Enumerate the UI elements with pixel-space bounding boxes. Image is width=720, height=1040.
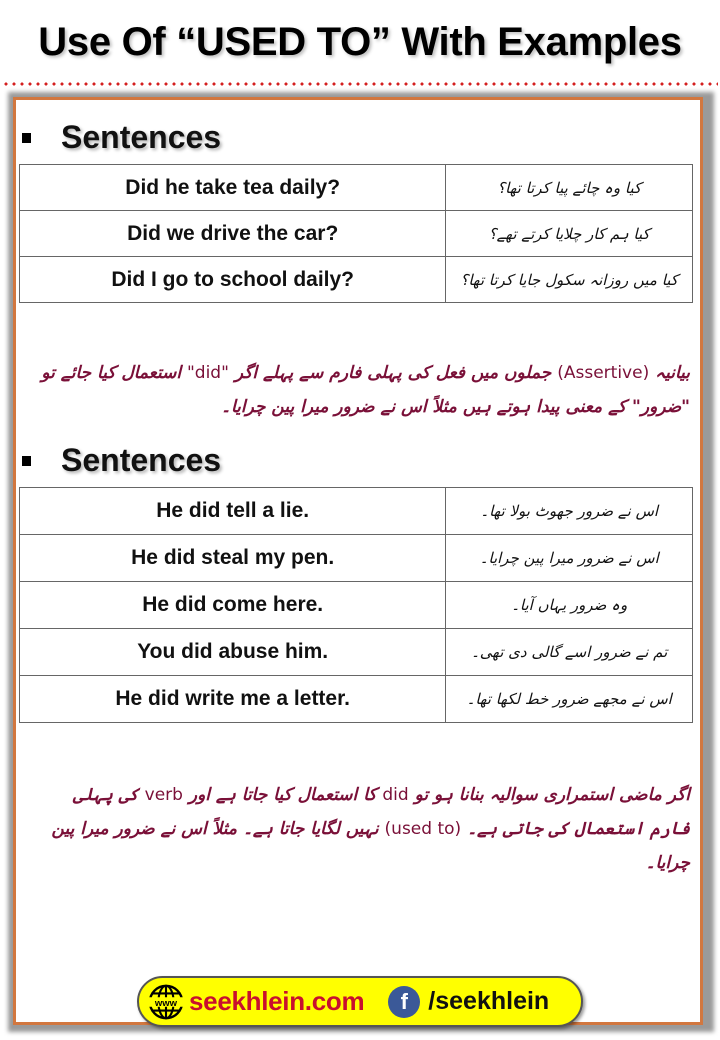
english-sentence: You did abuse him. [20, 629, 446, 676]
note-text: کا استعمال کیا جاتا ہے اور [188, 785, 377, 805]
english-sentence: Did I go to school daily? [20, 257, 446, 303]
question-note [30, 778, 690, 880]
english-sentence: He did come here. [20, 582, 446, 629]
table-row [20, 535, 693, 582]
english-sentence: Did we drive the car? [20, 211, 446, 257]
note-text: نہیں لگایا جاتا ہے۔ مثلاً اس نے ضرور میرا پین چرایا۔ [51, 819, 690, 873]
urdu-translation: کیا ہم کار چلایا کرتے تھے؟ [446, 211, 693, 257]
section-heading-2 [22, 437, 221, 483]
note-text: کی پہلی فارم استعمال کی جاتی ہے۔ [73, 785, 690, 839]
note-latin: "did" [186, 363, 229, 383]
footer-banner [137, 976, 583, 1027]
urdu-translation: اس نے مجھے ضرور خط لکھا تھا۔ [446, 676, 693, 723]
table-row [20, 629, 693, 676]
table-row [20, 582, 693, 629]
note-text: اگر ماضی استمراری سوالیہ بنانا ہو تو [414, 785, 690, 805]
sentences-table-2 [19, 487, 693, 723]
section-label: Sentences [61, 118, 222, 155]
urdu-translation: وہ ضرور یہاں آیا۔ [446, 582, 693, 629]
bullet-icon [22, 456, 31, 466]
english-sentence: He did steal my pen. [20, 535, 446, 582]
bullet-icon [22, 133, 31, 143]
note-text: استعمال کیا جائے تو "ضرور" کے معنی پیدا ہوتے ہیں مثلاً اس نے ضرور میرا پین چرایا۔ [41, 363, 690, 417]
urdu-translation: کیا میں روزانہ سکول جایا کرتا تھا؟ [446, 257, 693, 303]
dotted-divider [2, 82, 718, 86]
urdu-translation: اس نے ضرور جھوٹ بولا تھا۔ [446, 488, 693, 535]
sentences-table-1 [19, 164, 693, 303]
facebook-icon[interactable]: f [388, 986, 420, 1018]
table-row [20, 488, 693, 535]
urdu-translation: کیا وہ چائے پیا کرتا تھا؟ [446, 165, 693, 211]
note-latin: verb [144, 785, 183, 805]
globe-www-icon [147, 983, 185, 1021]
assertive-note [30, 356, 690, 424]
table-row [20, 676, 693, 723]
website-link[interactable]: seekhlein.com [189, 986, 365, 1016]
english-sentence: He did tell a lie. [20, 488, 446, 535]
section-label: Sentences [61, 441, 222, 478]
note-text: بیانیہ [655, 363, 690, 383]
note-latin: (used to) [384, 819, 462, 839]
facebook-handle-link[interactable]: /seekhlein [428, 987, 550, 1015]
svg-text:www: www [154, 997, 178, 1009]
table-row [20, 165, 693, 211]
table-row [20, 257, 693, 303]
page-title: Use Of “USED TO” With Examples [38, 20, 682, 64]
english-sentence: Did he take tea daily? [20, 165, 446, 211]
urdu-translation: اس نے ضرور میرا پین چرایا۔ [446, 535, 693, 582]
urdu-translation: تم نے ضرور اسے گالی دی تھی۔ [446, 629, 693, 676]
english-sentence: He did write me a letter. [20, 676, 446, 723]
note-text: جملوں میں فعل کی پہلی فارم سے پہلے اگر [234, 363, 552, 383]
note-latin: did [382, 785, 409, 805]
table-row [20, 211, 693, 257]
note-latin: (Assertive) [557, 363, 650, 383]
section-heading-1 [22, 114, 221, 160]
